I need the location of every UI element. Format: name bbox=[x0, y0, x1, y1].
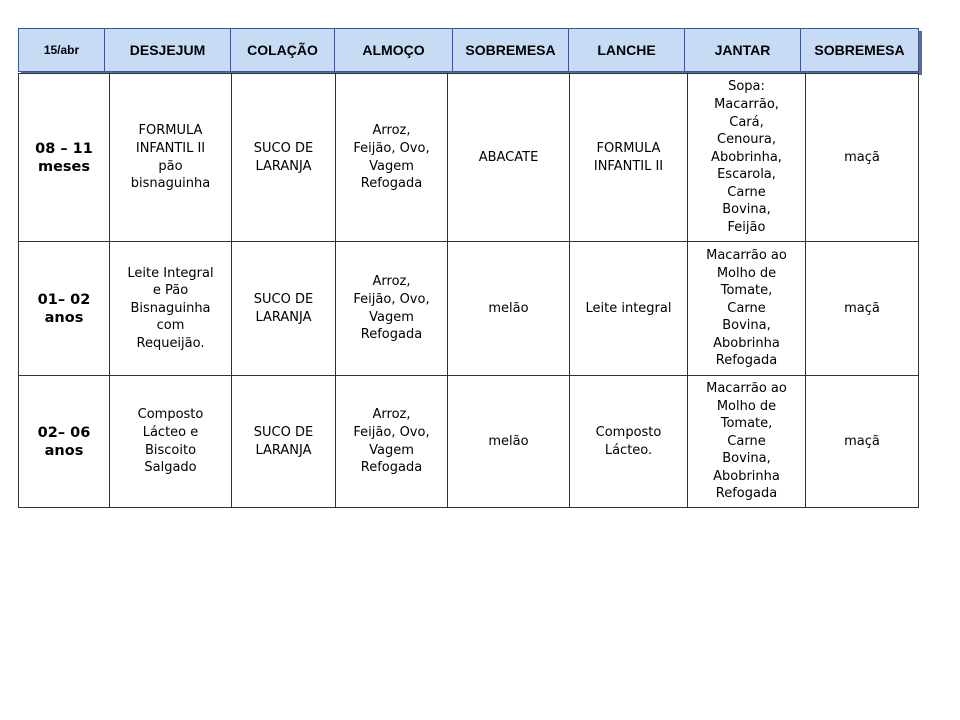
cell-line: Molho de bbox=[716, 265, 777, 281]
cell-line: maçã bbox=[844, 433, 880, 449]
cell-line: Carne bbox=[727, 300, 766, 316]
header-sobremesa-2: SOBREMESA bbox=[801, 29, 919, 72]
cell-line: Macarrão ao bbox=[706, 380, 787, 396]
header-jantar: JANTAR bbox=[685, 29, 801, 72]
cell-line: maçã bbox=[844, 149, 880, 165]
cell-line: anos bbox=[44, 442, 84, 459]
almoco-cell bbox=[336, 74, 448, 242]
age-group-cell bbox=[19, 242, 110, 376]
cell-line: Abobrinha bbox=[713, 335, 780, 351]
cell-line: Refogada bbox=[360, 176, 423, 192]
header-lanche: LANCHE bbox=[569, 29, 685, 72]
header-sobremesa-1: SOBREMESA bbox=[453, 29, 569, 72]
header-desjejum: DESJEJUM bbox=[105, 29, 231, 72]
cell-line: Vagem bbox=[369, 442, 414, 458]
sobremesa-2-cell bbox=[806, 376, 919, 508]
cell-line: melão bbox=[488, 433, 529, 449]
jantar-cell bbox=[688, 74, 806, 242]
menu-table bbox=[18, 73, 919, 508]
sobremesa-1-cell bbox=[448, 74, 570, 242]
header-colacao: COLAÇÃO bbox=[231, 29, 335, 72]
lanche-cell bbox=[570, 74, 688, 242]
cell-line: Abobrinha, bbox=[711, 149, 782, 165]
cell-line: bisnaguinha bbox=[130, 176, 211, 192]
cell-line: ABACATE bbox=[478, 149, 539, 165]
cell-line: Refogada bbox=[715, 353, 778, 369]
cell-line: Cenoura, bbox=[717, 132, 776, 148]
cell-line: Leite integral bbox=[585, 300, 672, 316]
cell-line: Arroz, bbox=[372, 407, 411, 423]
cell-line: SUCO DE bbox=[253, 291, 314, 307]
cell-line: Vagem bbox=[369, 309, 414, 325]
cell-line: Molho de bbox=[716, 398, 777, 414]
lanche-cell bbox=[570, 242, 688, 376]
cell-line: Cará, bbox=[729, 114, 764, 130]
cell-line: Arroz, bbox=[372, 274, 411, 290]
cell-line: maçã bbox=[844, 300, 880, 316]
cell-line: Feijão, Ovo, bbox=[353, 140, 430, 156]
header-almoco: ALMOÇO bbox=[335, 29, 453, 72]
cell-line: pão bbox=[158, 158, 183, 174]
cell-line: FORMULA bbox=[138, 123, 203, 139]
cell-line: Refogada bbox=[360, 327, 423, 343]
cell-line: 01– 02 bbox=[37, 291, 91, 308]
cell-line: Composto bbox=[137, 407, 204, 423]
age-group-cell bbox=[19, 376, 110, 508]
cell-line: Vagem bbox=[369, 158, 414, 174]
cell-line: Macarrão, bbox=[714, 96, 779, 112]
desjejum-cell bbox=[110, 376, 232, 508]
cell-line: Lácteo. bbox=[604, 442, 653, 458]
cell-line: LARANJA bbox=[255, 442, 312, 458]
cell-line: Sopa: bbox=[728, 79, 765, 95]
almoco-cell bbox=[336, 242, 448, 376]
cell-line: Bisnaguinha bbox=[130, 300, 211, 316]
cell-line: Bovina, bbox=[722, 202, 771, 218]
cell-line: INFANTIL II bbox=[135, 140, 206, 156]
cell-line: Escarola, bbox=[717, 167, 776, 183]
table-row bbox=[19, 376, 919, 508]
almoco-cell bbox=[336, 376, 448, 508]
cell-line: meses bbox=[37, 158, 91, 175]
lanche-cell bbox=[570, 376, 688, 508]
cell-line: Refogada bbox=[360, 460, 423, 476]
sobremesa-1-cell bbox=[448, 376, 570, 508]
cell-line: com bbox=[156, 318, 185, 334]
cell-line: Biscoito bbox=[144, 442, 197, 458]
cell-line: melão bbox=[488, 300, 529, 316]
cell-line: Composto bbox=[595, 424, 662, 440]
cell-line: LARANJA bbox=[255, 309, 312, 325]
cell-line: Feijão bbox=[727, 220, 766, 236]
menu-header-row bbox=[18, 28, 919, 72]
cell-line: Macarrão ao bbox=[706, 247, 787, 263]
colacao-cell bbox=[232, 74, 336, 242]
table-row bbox=[19, 242, 919, 376]
cell-line: Abobrinha bbox=[713, 468, 780, 484]
cell-line: LARANJA bbox=[255, 158, 312, 174]
cell-line: Salgado bbox=[144, 460, 197, 476]
colacao-cell bbox=[232, 376, 336, 508]
cell-line: Bovina, bbox=[722, 451, 771, 467]
cell-line: Tomate, bbox=[720, 283, 773, 299]
desjejum-cell bbox=[110, 74, 232, 242]
cell-line: e Pão bbox=[152, 283, 189, 299]
sobremesa-2-cell bbox=[806, 242, 919, 376]
sobremesa-2-cell bbox=[806, 74, 919, 242]
cell-line: FORMULA bbox=[596, 140, 661, 156]
jantar-cell bbox=[688, 376, 806, 508]
cell-line: Feijão, Ovo, bbox=[353, 291, 430, 307]
cell-line: Bovina, bbox=[722, 318, 771, 334]
cell-line: Carne bbox=[727, 433, 766, 449]
cell-line: Tomate, bbox=[720, 416, 773, 432]
cell-line: Carne bbox=[727, 184, 766, 200]
cell-line: Feijão, Ovo, bbox=[353, 424, 430, 440]
age-group-cell bbox=[19, 74, 110, 242]
cell-line: 02– 06 bbox=[37, 424, 91, 441]
cell-line: Leite Integral bbox=[127, 265, 214, 281]
cell-line: Requeijão. bbox=[136, 335, 205, 351]
cell-line: SUCO DE bbox=[253, 424, 314, 440]
table-row bbox=[19, 74, 919, 242]
cell-line: SUCO DE bbox=[253, 140, 314, 156]
cell-line: Refogada bbox=[715, 486, 778, 502]
cell-line: 08 – 11 bbox=[35, 140, 93, 157]
jantar-cell bbox=[688, 242, 806, 376]
colacao-cell bbox=[232, 242, 336, 376]
cell-line: INFANTIL II bbox=[593, 158, 664, 174]
cell-line: Arroz, bbox=[372, 123, 411, 139]
cell-line: Lácteo e bbox=[142, 424, 199, 440]
header-date: 15/abr bbox=[19, 29, 105, 72]
sobremesa-1-cell bbox=[448, 242, 570, 376]
cell-line: anos bbox=[44, 309, 84, 326]
desjejum-cell bbox=[110, 242, 232, 376]
